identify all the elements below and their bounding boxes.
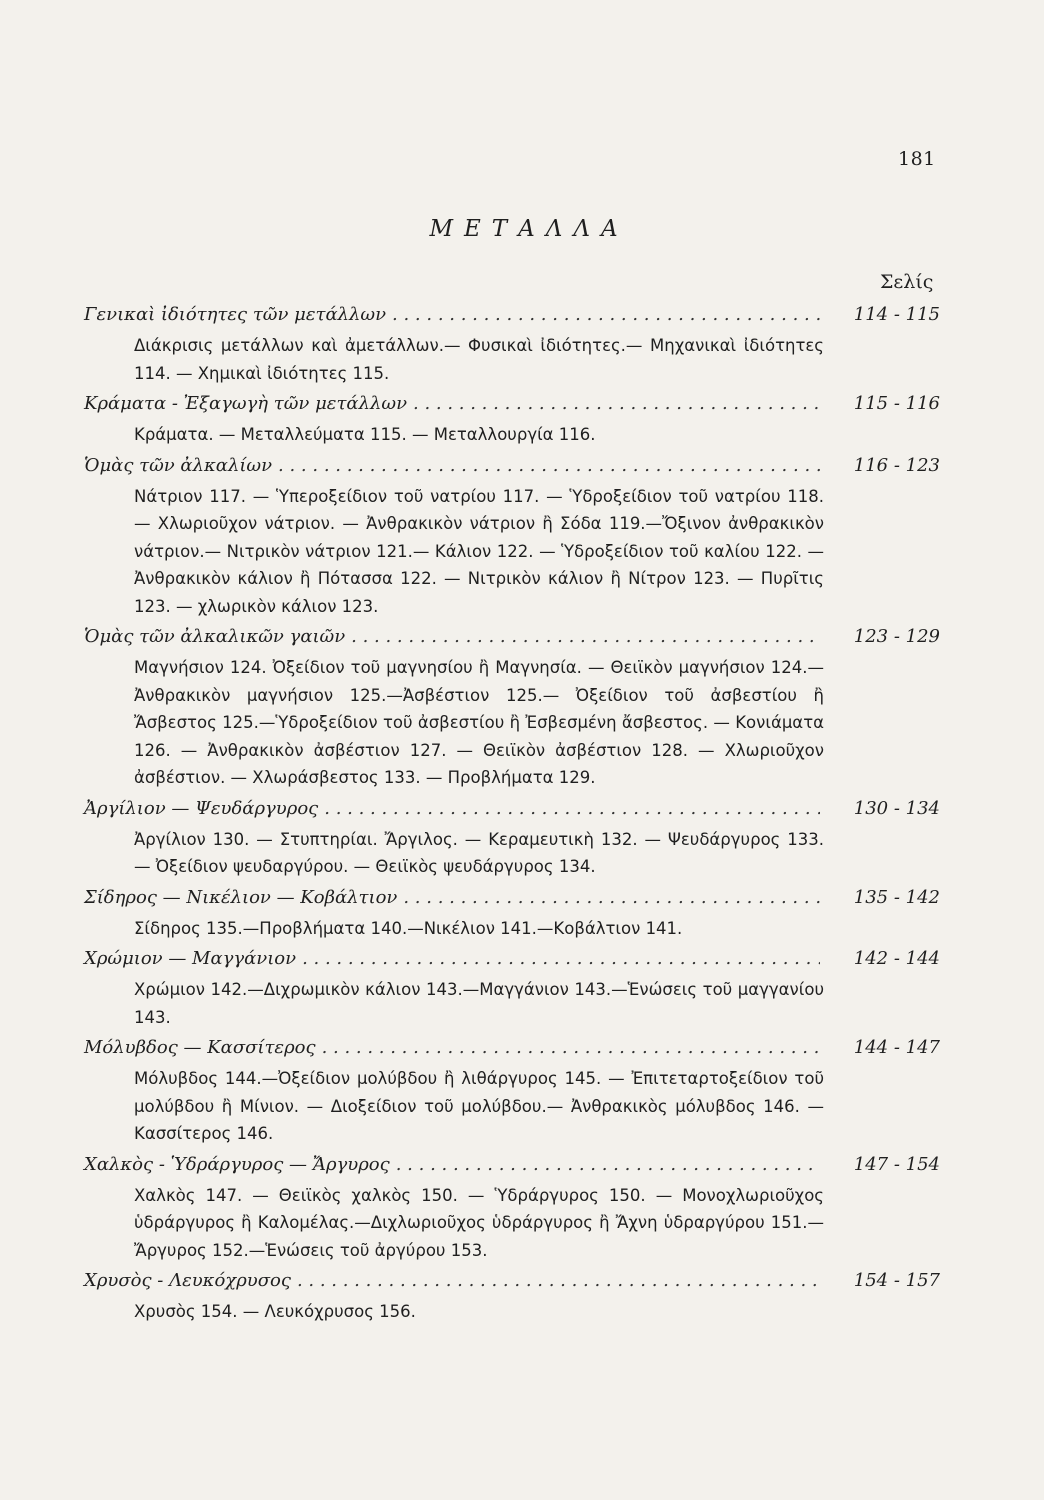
toc-entry-description: Κράματα. — Μεταλλεύματα 115. — Μεταλλουργία 116. — [134, 425, 596, 444]
toc-entry-description: Μόλυβδος 144.—Ὀξείδιον μολύβδου ἢ λιθάργυρος 145. — Ἐπιτεταρτοξείδιον τοῦ μολύβδου ἢ Μίνιον. — Διοξείδιον τοῦ μολύβδου.— Ἀνθρακικὸς μόλυβδος 146. — Κασσίτερος 146. — [134, 1069, 824, 1143]
toc-entry-iron-nickel-cobalt — [84, 887, 940, 949]
dot-leader — [302, 948, 820, 969]
toc-entry-heading — [84, 798, 940, 826]
toc-entry-aluminium-zinc — [84, 798, 940, 887]
toc-entry-heading — [84, 887, 940, 915]
section-title: ΜΕΤΑΛΛΑ — [429, 216, 629, 242]
toc-entry-pages: 144 - 147 — [853, 1037, 940, 1058]
toc-entry-description: Ἀργίλιον 130. — Στυπτηρίαι. Ἄργιλος. — Κεραμευτικὴ 132. — Ψευδάργυρος 133. — Ὀξείδιον ψευδαργύρου. — Θειϊκὸς ψευδάργυρος 134. — [134, 829, 824, 876]
toc-entry-pages: 147 - 154 — [853, 1153, 940, 1175]
toc-entry-pages: 154 - 157 — [853, 1270, 940, 1291]
toc-entry-title: Σίδηρος — Νικέλιον — Κοβάλτιον — [84, 886, 398, 908]
dot-leader — [297, 1270, 820, 1291]
toc-entry-title: Γενικαὶ ἰδιότητες τῶν μετάλλων — [84, 304, 387, 325]
toc-entry-alloys — [84, 393, 940, 455]
toc-entry-chromium-manganese — [84, 948, 940, 1037]
dot-leader — [403, 887, 820, 908]
toc-entry-pages: 123 - 129 — [853, 626, 940, 647]
toc-entry-pages: 115 - 116 — [853, 393, 940, 414]
dot-leader — [322, 1037, 820, 1058]
dot-leader — [413, 393, 820, 414]
toc-entry-title: Μόλυβδος — Κασσίτερος — [84, 1037, 316, 1058]
toc-entry-heading — [84, 304, 940, 332]
toc-entry-description: Χρώμιον 142.—Διχρωμικὸν κάλιον 143.—Μαγγάνιον 143.—Ἑνώσεις τοῦ μαγγανίου 143. — [134, 980, 824, 1027]
toc-entry-lead-tin — [84, 1037, 940, 1154]
table-of-contents — [84, 304, 940, 1332]
toc-entry-copper-mercury-silver — [84, 1154, 940, 1271]
toc-entry-description: Μαγνήσιον 124. Ὀξείδιον τοῦ μαγνησίου ἢ Μαγνησία. — Θειϊκὸν μαγνήσιον 124.—Ἀνθρακικὸν μαγνήσιον 125.—Ἀσβέστιον 125.— Ὀξείδιον τοῦ ἀσβεστίου ἢ Ἄσβεστος 125.—Ὑδροξείδιον τοῦ ἀσβεστίου ἢ Ἐσβεσμένη ἄσβεστος. — Κονιάματα 126. — Ἀνθρακικὸν ἀσβέστιον 127. — Θειϊκὸν ἀσβέστιον 128. — Χλωριοῦχον ἀσβέστιον. — Χλωράσβεστος 133. — Προβλήματα 129. — [134, 658, 824, 787]
toc-entry-alkali-metals — [84, 455, 940, 627]
toc-entry-pages: 114 - 115 — [853, 304, 940, 325]
toc-entry-description: Σίδηρος 135.—Προβλήματα 140.—Νικέλιον 141.—Κοβάλτιον 141. — [134, 918, 683, 938]
toc-entry-description: Χρυσὸς 154. — Λευκόχρυσος 156. — [134, 1302, 416, 1321]
dot-leader — [278, 455, 820, 476]
toc-entry-heading — [84, 948, 940, 976]
toc-entry-pages: 116 - 123 — [853, 454, 940, 476]
toc-entry-heading — [84, 393, 940, 421]
toc-entry-title: Ὁμὰς τῶν ἀλκαλικῶν γαιῶν — [84, 626, 346, 647]
toc-entry-description: Χαλκὸς 147. — Θειϊκὸς χαλκὸς 150. — Ὑδράργυρος 150. — Μονοχλωριοῦχος ὑδράργυρος ἢ Καλομέλας.—Διχλωριοῦχος ὑδράργυρος ἢ Ἄχνη ὑδραργύρου 151.—Ἄργυρος 152.—Ἑνώσεις τοῦ ἀργύρου 153. — [134, 1185, 824, 1260]
toc-entry-general-properties — [84, 304, 940, 393]
toc-entry-pages: 135 - 142 — [853, 886, 940, 908]
dot-leader — [351, 626, 820, 647]
toc-entry-pages: 130 - 134 — [853, 797, 940, 819]
dot-leader — [396, 1154, 820, 1175]
toc-entry-heading — [84, 1270, 940, 1298]
dot-leader — [392, 304, 820, 325]
toc-entry-description: Διάκρισις μετάλλων καὶ ἀμετάλλων.— Φυσικαὶ ἰδιότητες.— Μηχανικαὶ ἰδιότητες 114. — Χημικαὶ ἰδιότητες 115. — [134, 336, 824, 383]
toc-entry-title: Κράματα - Ἐξαγωγὴ τῶν μετάλλων — [84, 393, 408, 414]
toc-entry-heading — [84, 626, 940, 654]
toc-entry-heading — [84, 455, 940, 483]
toc-entry-alkaline-earths — [84, 626, 940, 798]
toc-entry-title: Χρώμιον — Μαγγάνιον — [84, 948, 297, 969]
page-number: 181 — [898, 148, 936, 170]
toc-entry-pages: 142 - 144 — [853, 948, 940, 969]
toc-entry-title: Ἀργίλιον — Ψευδάργυρος — [84, 797, 319, 819]
toc-entry-description: Νάτριον 117. — Ὑπεροξείδιον τοῦ νατρίου 117. — Ὑδροξείδιον τοῦ νατρίου 118. — Χλωριοῦχον νάτριον. — Ἀνθρακικὸν νάτριον ἢ Σόδα 119.—Ὄξινον ἀνθρακικὸν νάτριον.— Νιτρικὸν νάτριον 121.— Κάλιον 122. — Ὑδροξείδιον τοῦ καλίου 122. — Ἀνθρακικὸν κάλιον ἢ Πότασσα 122. — Νιτρικὸν κάλιον ἢ Νίτρον 123. — Πυρῖτις 123. — χλωρικὸν κάλιον 123. — [134, 486, 824, 616]
toc-entry-heading — [84, 1154, 940, 1182]
toc-entry-title: Χαλκὸς - Ὑδράργυρος — Ἄργυρος — [84, 1153, 390, 1175]
dot-leader — [324, 798, 820, 819]
toc-entry-title: Ὁμὰς τῶν ἀλκαλίων — [84, 454, 273, 476]
toc-entry-heading — [84, 1037, 940, 1065]
pages-column-label: Σελίς — [880, 271, 934, 293]
toc-entry-gold-platinum — [84, 1270, 940, 1332]
toc-entry-title: Χρυσὸς - Λευκόχρυσος — [84, 1270, 291, 1291]
